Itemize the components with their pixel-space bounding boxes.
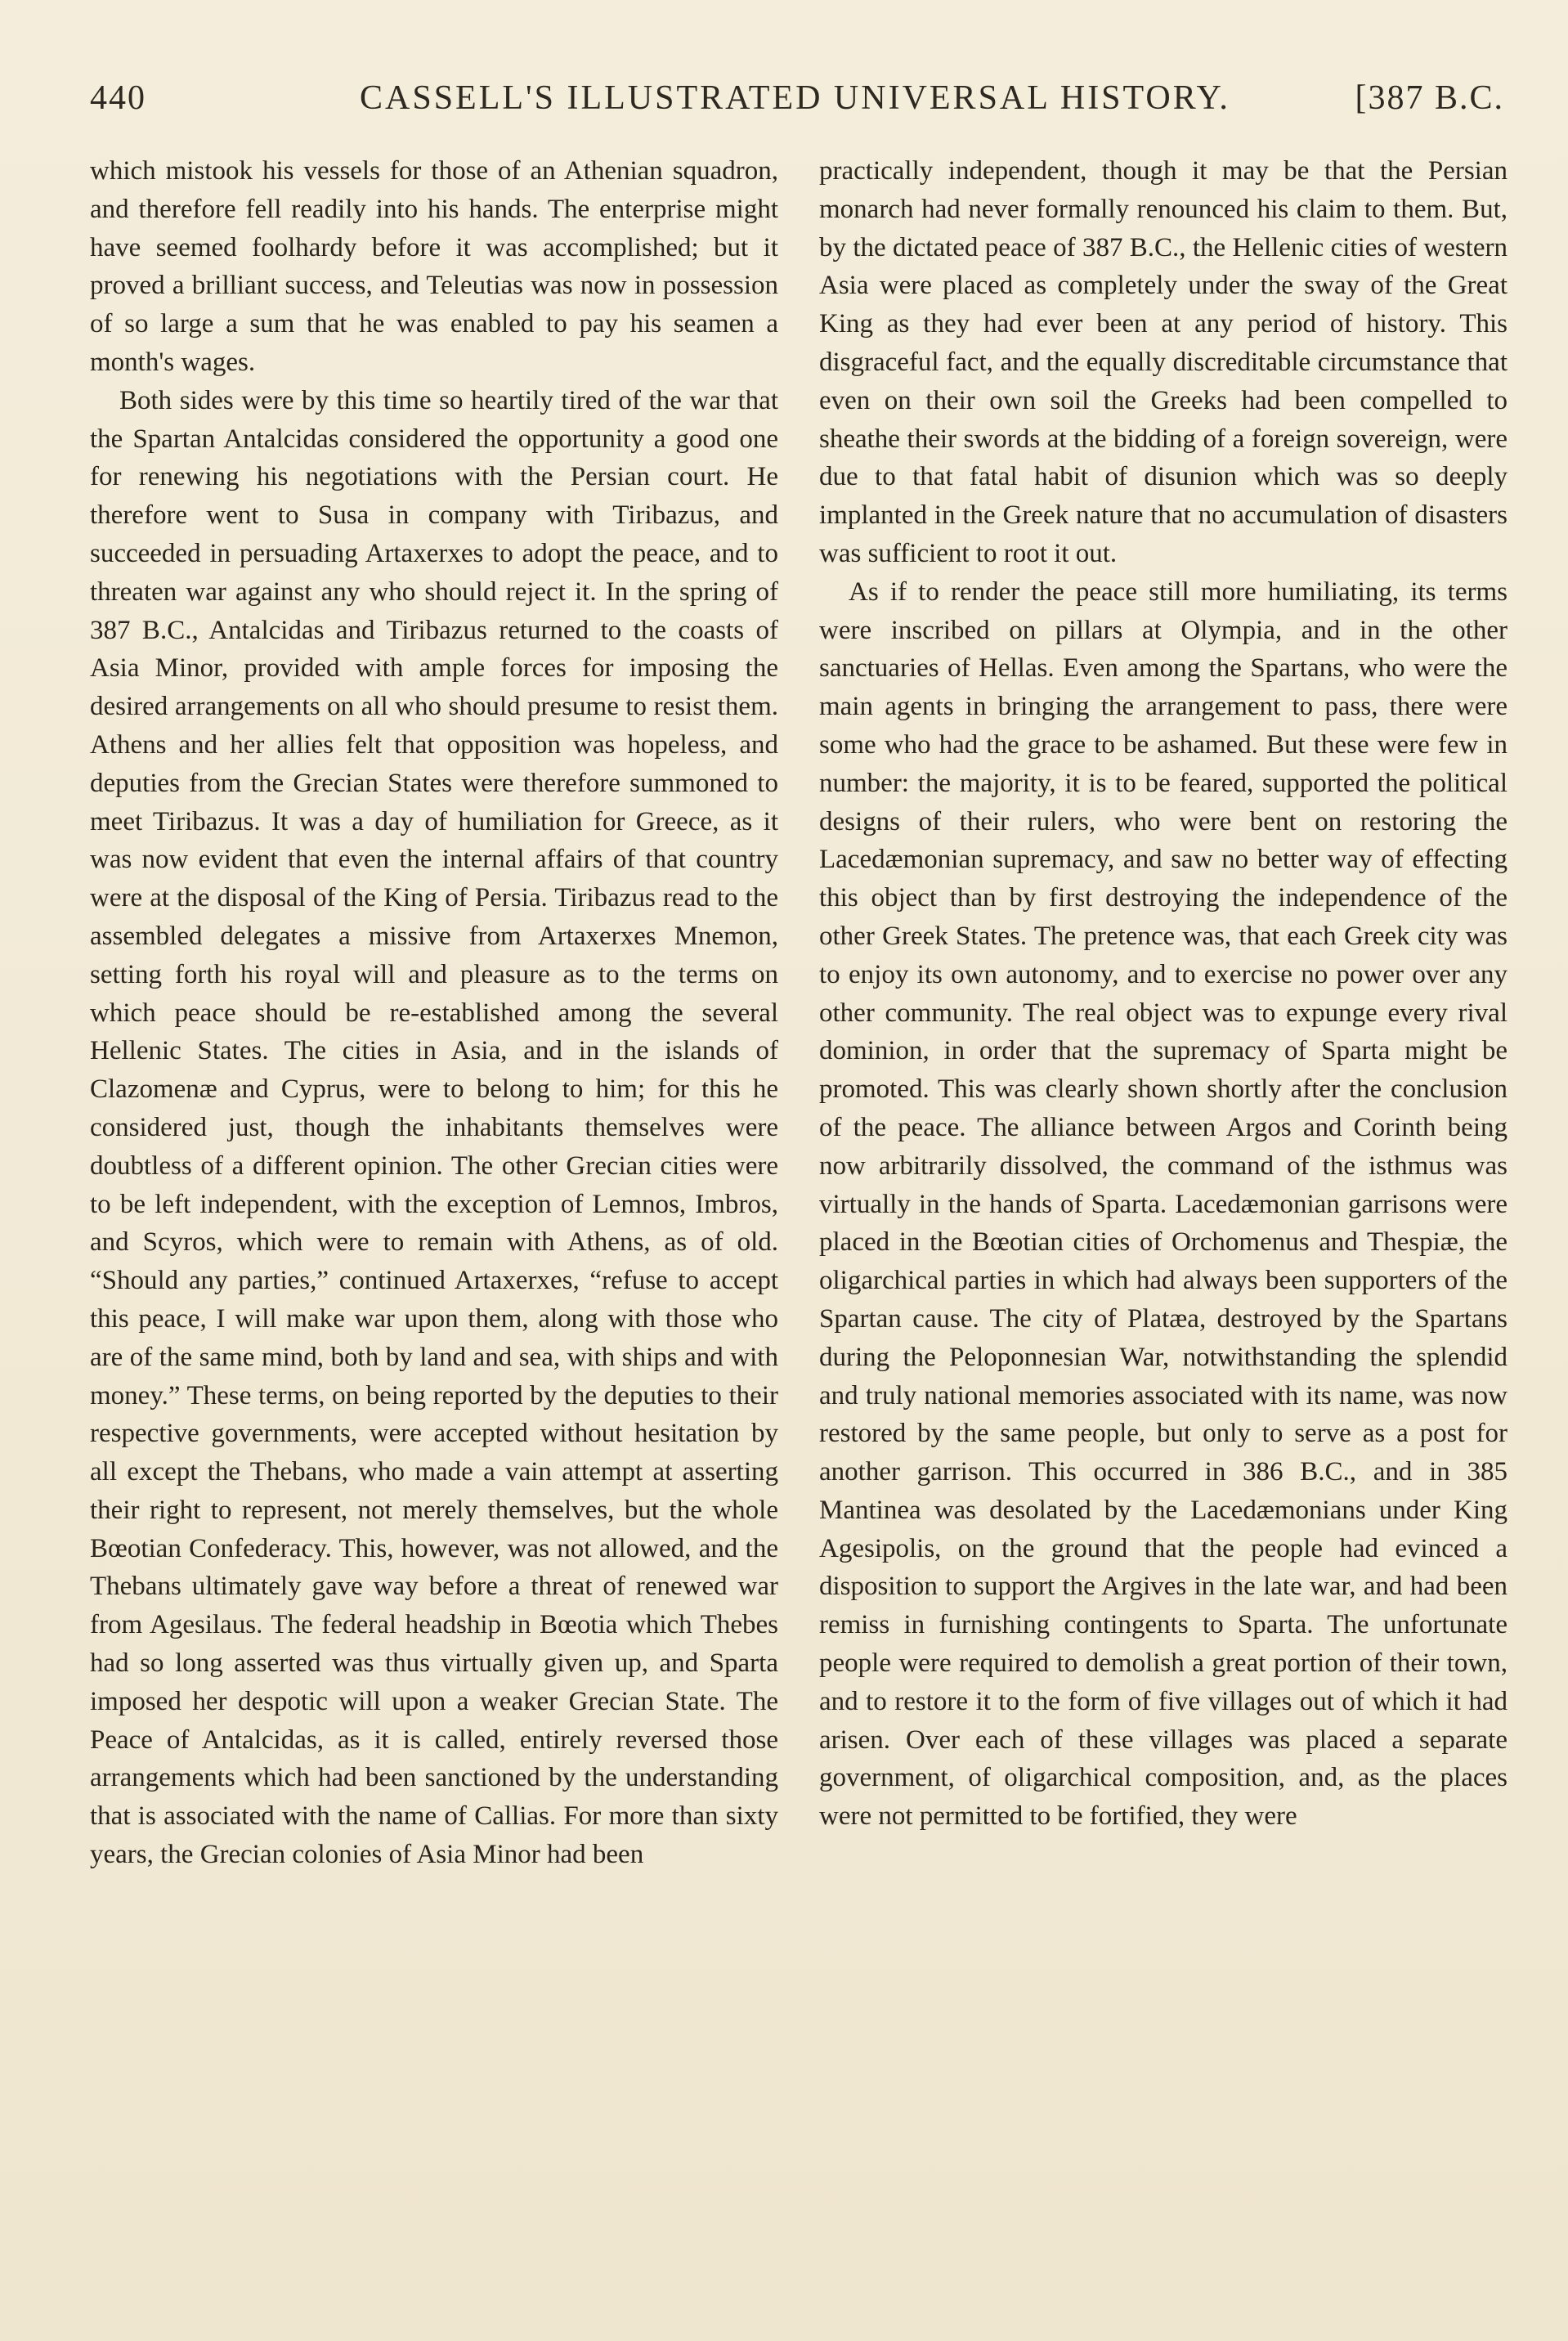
paragraph: As if to render the peace still more humiliating, its terms were inscribed on pillars at Olympia, and in the other sanctuaries of Hellas. Even among the Spartans, who were the main agents in bringing the arrangement to pass, there were some who had the grace to be ashamed. But these were few in number: the majority, it is to be feared, supported the political designs of their rulers, who were bent on restoring the Lacedæmonian supremacy, and saw no better way of effecting this object than by first destroying the independence of the other Greek States. The pretence was, that each Greek city was to enjoy its own autonomy, and to exercise no power over any other community. The real object was to expunge every rival dominion, in order that the supremacy of Sparta might be promoted. This was clearly shown shortly after the conclusion of the peace. The alliance between Argos and Corinth being now arbitrarily dissolved, the command of the isthmus was virtually in the hands of Sparta. Lacedæmonian garrisons were placed in the Bœotian cities of Orchomenus and Thespiæ, the oligarchical parties in which had always been supporters of the Spartan cause. The city of Platæa, destroyed by the Spartans during the Peloponnesian War, notwithstanding the splendid and truly national memories associated with its name, was now restored by the same people, but only to serve as a post for another garrison. This occurred in 386 B.C., and in 385 Mantinea was desolated by the Lacedæmonians under King Agesipolis, on the ground that the people had evinced a disposition to support the Argives in the late war, and had been remiss in furnishing contingents to Sparta. The unfortunate people were required to demolish a great portion of their town, and to restore it to the form of five villages out of which it had arisen. Over each of these villages was placed a separate government, of oligarchical composition, and, as the places were not permitted to be fortified, they were xyxy=(819,576,1508,1832)
page-number: 440 xyxy=(90,79,146,117)
paragraph: which mistook his vessels for those of an Athenian squadron, and therefore fell readily into his hands. The enterprise might have seemed foolhardy before it was accomplished; but it proved a brilliant success, and Teleutias was now in possession of so large a sum that he was enabled to pay his seamen a month's wages. xyxy=(90,156,778,377)
paragraph: practically independent, though it may be that the Persian monarch had never formally renounced his claim to them. But, by the dictated peace of 387 B.C., the Hellenic cities of western Asia were placed as completely under the sway of the Great King as they had ever been at any period of history. This disgraceful fact, and the equally discreditable circumstance that even on their own soil the Greeks had been compelled to sheathe their swords at the bidding of a foreign sovereign, were due to that fatal habit of disunion which was so deeply implanted in the Greek nature that no accumulation of disasters was sufficient to root it out. xyxy=(819,156,1508,568)
right-column xyxy=(819,152,1508,2245)
left-column xyxy=(90,152,778,2245)
running-title: CASSELL'S ILLUSTRATED UNIVERSAL HISTORY. xyxy=(360,79,1230,117)
running-header xyxy=(90,78,1504,128)
date-marker: [387 B.C. xyxy=(1355,79,1504,117)
paragraph: Both sides were by this time so heartily tired of the war that the Spartan Antalcidas considered the opportunity a good one for renewing his negotiations with the Persian court. He therefore went to Susa in company with Tiribazus, and succeeded in persuading Artaxerxes to adopt the peace, and to threaten war against any who should reject it. In the spring of 387 B.C., Antalcidas and Tiribazus returned to the coasts of Asia Minor, provided with ample forces for imposing the desired arrangements on all who should presume to resist them. Athens and her allies felt that opposition was hopeless, and deputies from the Grecian States were therefore summoned to meet Tiribazus. It was a day of humiliation for Greece, as it was now evident that even the internal affairs of that country were at the disposal of the King of Persia. Tiribazus read to the assembled delegates a missive from Artaxerxes Mnemon, setting forth his royal will and pleasure as to the terms on which peace should be re-established among the several Hellenic States. The cities in Asia, and in the islands of Clazomenæ and Cyprus, were to belong to him; for this he considered just, though the inhabitants themselves were doubtless of a different opinion. The other Grecian cities were to be left independent, with the exception of Lemnos, Imbros, and Scyros, which were to remain with Athens, as of old. “Should any parties,” continued Artaxerxes, “refuse to accept this peace, I will make war upon them, along with those who are of the same mind, both by land and sea, with ships and with money.” These terms, on being reported by the deputies to their respective governments, were accepted without hesitation by all except the Thebans, who made a vain attempt at asserting their right to represent, not merely themselves, but the whole Bœotian Confederacy. This, however, was not allowed, and the Thebans ultimately gave way before a threat of renewed war from Agesilaus. The federal headship in Bœotia which Thebes had so long asserted was thus virtually given up, and Sparta imposed her despotic will upon a weaker Grecian State. The Peace of Antalcidas, as it is called, entirely reversed those arrangements which had been sanctioned by the understanding that is associated with the name of Callias. For more than sixty years, the Grecian colonies of Asia Minor had been xyxy=(90,385,778,1870)
